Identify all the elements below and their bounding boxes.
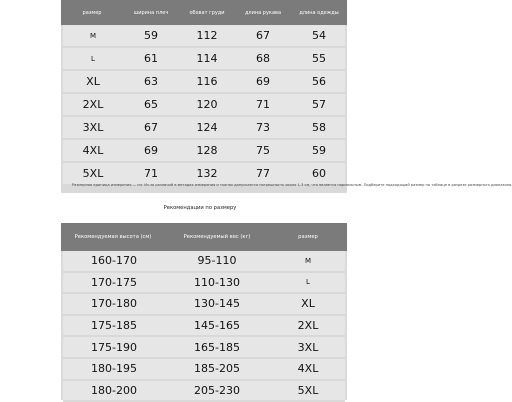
cell-shoulder: 67 [144,121,158,134]
cell-sleeve: 67 [256,29,270,42]
cell-size: 3XL [82,121,104,134]
cell-size: M [89,31,97,40]
cell-size: 5XL [82,167,104,180]
table-row [63,294,345,316]
header-sleeve: длина рукава [244,9,282,16]
cell-chest: 132 [196,167,218,180]
cell-height: 180-195 [91,362,137,376]
recommendation-table-header [61,223,347,251]
cell-size: 2XL [297,319,319,333]
cell-sleeve: 77 [256,167,270,180]
table-row [63,337,345,359]
header-weight: Рекомендуемый вес (кг) [183,234,251,240]
cell-size: 2XL [82,98,104,111]
cell-sleeve: 68 [256,52,270,65]
header-size: размер [298,234,318,240]
cell-weight: 145-165 [194,319,240,333]
cell-chest: 114 [196,52,218,65]
table-row [63,117,345,140]
table-row [63,381,345,402]
cell-size: 3XL [297,340,319,354]
table-row [63,140,345,163]
table-row [63,71,345,94]
cell-shoulder: 69 [144,144,158,157]
cell-height: 175-190 [91,340,137,354]
cell-weight: 185-205 [194,362,240,376]
cell-length: 57 [312,98,326,111]
cell-length: 54 [312,29,326,42]
table-row [63,316,345,338]
cell-chest: 112 [196,29,218,42]
cell-length: 58 [312,121,326,134]
size-table [61,0,512,193]
cell-length: 60 [312,167,326,180]
table-row [63,273,345,295]
cell-weight: 110-130 [194,275,240,289]
cell-shoulder: 63 [144,75,158,88]
table-row [63,94,345,117]
cell-size: XL [301,297,315,311]
size-table-header [61,0,347,25]
cell-sleeve: 69 [256,75,270,88]
cell-length: 55 [312,52,326,65]
cell-height: 170-180 [91,297,137,311]
table-row [63,359,345,381]
cell-sleeve: 71 [256,98,270,111]
cell-weight: 130-145 [194,297,240,311]
cell-size: 4XL [297,362,319,376]
header-height: Рекомендуемая высота (см) [74,234,152,240]
cell-height: 160-170 [91,254,137,268]
measurement-note: Размерная единица измерения — см. Из-за различий в методах измерения и тканях допускается погрешность около 1-3 см, что является нормальным. Подберите подходящий размер по таблице в разрезе размерного диапазона. [72,183,512,187]
cell-chest: 120 [196,98,218,111]
cell-chest: 116 [196,75,218,88]
table-row [63,251,345,273]
recommendation-table [61,223,347,400]
cell-size: M [304,256,312,265]
cell-chest: 128 [196,144,218,157]
cell-sleeve: 75 [256,144,270,157]
cell-length: 56 [312,75,326,88]
table-row [63,25,345,48]
cell-weight: 205-230 [194,383,240,397]
cell-size: L [306,278,310,287]
cell-shoulder: 59 [144,29,158,42]
cell-size: 5XL [297,383,319,397]
cell-size: L [91,54,95,63]
cell-weight: 95-110 [197,254,237,268]
cell-shoulder: 61 [144,52,158,65]
cell-size: XL [86,75,100,88]
cell-height: 180-200 [91,383,137,397]
header-shoulder: ширина плеч [133,9,169,16]
header-chest: обхват груди [189,9,225,16]
cell-sleeve: 73 [256,121,270,134]
cell-size: 4XL [82,144,104,157]
cell-height: 170-175 [91,275,137,289]
table-row [63,48,345,71]
header-length: длина одежды [299,9,339,16]
cell-shoulder: 71 [144,167,158,180]
header-size: размер [82,9,102,16]
recommendation-title: Рекомендации по размеру [163,205,237,211]
cell-chest: 124 [196,121,218,134]
cell-weight: 165-185 [194,340,240,354]
cell-height: 175-185 [91,319,137,333]
cell-length: 59 [312,144,326,157]
cell-shoulder: 65 [144,98,158,111]
